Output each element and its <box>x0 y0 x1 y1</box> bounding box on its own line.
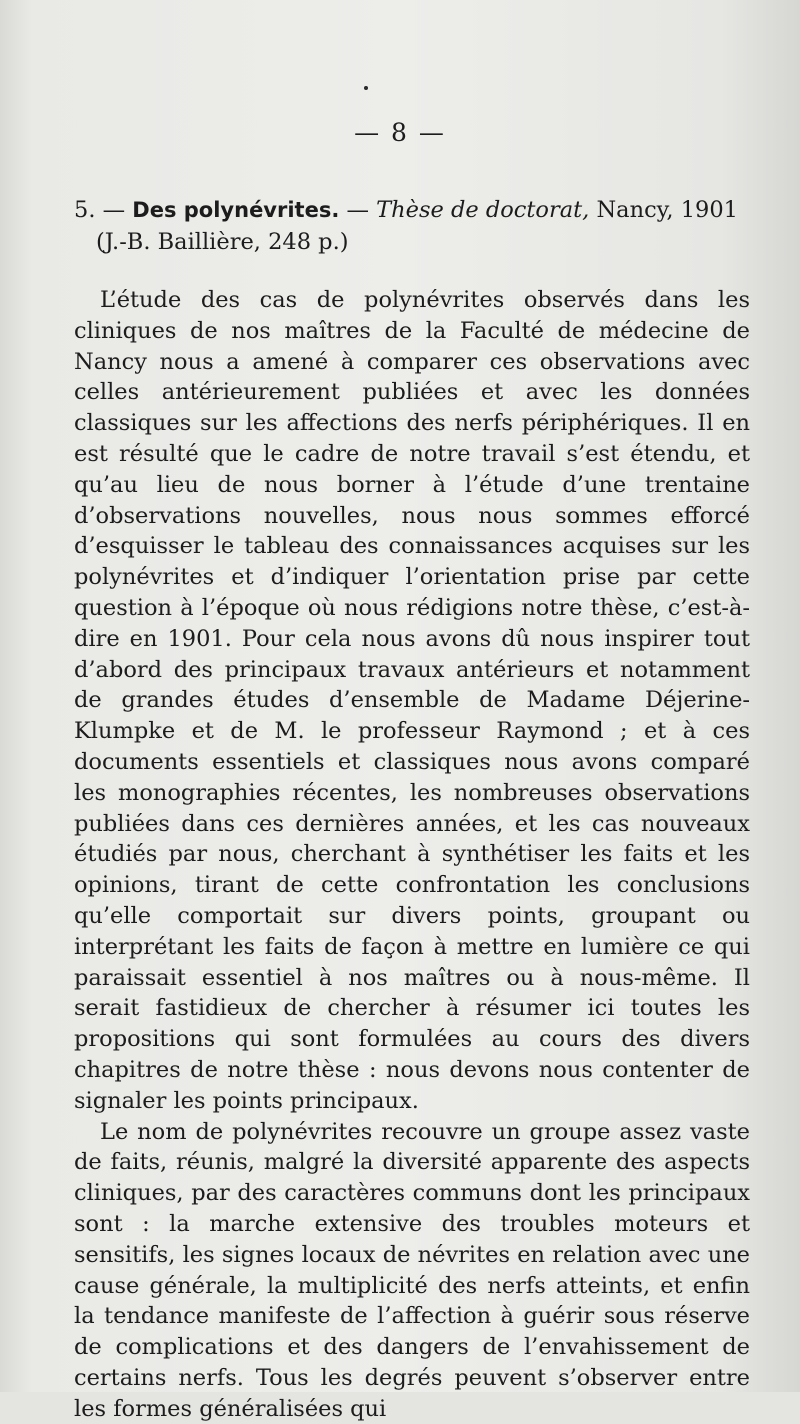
paragraph: Le nom de polynévrites recouvre un groupe assez vaste de faits, réunis, malgré la diversité apparente des aspects cliniques, par des caractères communs dont les principaux sont : la marche extensive des troubles moteurs et sensitifs, les signes locaux de névrites en relation avec une cause générale, la multiplicité des nerfs atteints, et enfin la tendance manifeste de l’affection à guérir sous réserve de complications et des dangers de l’envahissement de certains nerfs. Tous les degrés peuvent s’observer entre les formes généralisées qui <box>74 1118 750 1422</box>
entry-place: Nancy, 1901 <box>596 197 738 223</box>
entry-genre: Thèse de doctorat, <box>376 197 590 223</box>
entry-dash: — <box>346 197 369 223</box>
bibliographic-entry <box>74 194 746 258</box>
body-text <box>74 285 750 1424</box>
ink-speck <box>364 86 368 90</box>
entry-publisher: (J.-B. Baillière, 248 p.) <box>96 229 349 255</box>
paragraph: L’étude des cas de polynévrites observés dans les cliniques de nos maîtres de la Faculté de médecine de Nancy nous a amené à comparer ces observations avec celles antérieurement publiées et avec les données classiques sur les affections des nerfs périphériques. Il en est résulté que le cadre de notre travail s’est étendu, et qu’au lieu de nous borner à l’étude d’une trentaine d’observations nouvelles, nous nous sommes efforcé d’esquisser le tableau des connaissances acquises sur les polynévrites et d’indiquer l’orientation prise par cette question à l’époque où nous rédigions notre thèse, c’est-à-dire en 1901. Pour cela nous avons dû nous inspirer tout d’abord des principaux travaux antérieurs et notamment de grandes études d’ensemble de Madame Déjerine-Klumpke et de M. le professeur Raymond ; et à ces documents essentiels et classiques nous avons comparé les monographies récentes, les nombreuses observations publiées dans ces dernières années, et les cas nouveaux étudiés par nous, cherchant à synthétiser les faits et les opinions, tirant de cette confrontation les conclusions qu’elle comportait sur divers points, groupant ou interprétant les faits de façon à mettre en lumière ce qui paraissait essentiel à nos maîtres ou à nous-même. Il serait fastidieux de chercher à résumer ici toutes les propositions qui sont formulées au cours des divers chapitres de notre thèse : nous devons nous contenter de signaler les points principaux. <box>74 287 750 1114</box>
entry-title: Des polynévrites. <box>132 198 340 222</box>
page-number: — 8 — <box>354 118 446 147</box>
entry-number: 5. — <box>74 197 126 223</box>
